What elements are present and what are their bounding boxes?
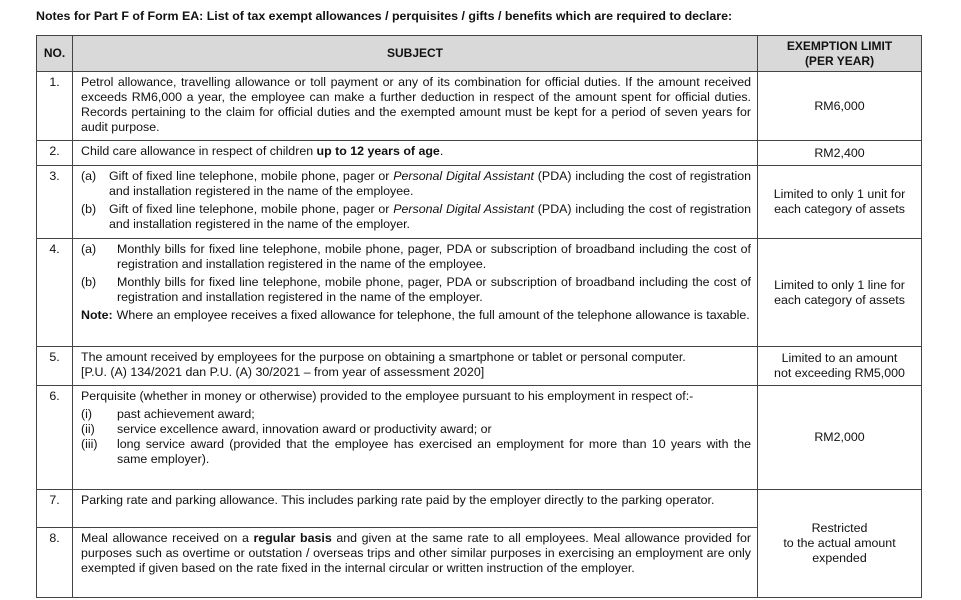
note-label: Note: xyxy=(81,308,113,322)
sub-item-text: service excellence award, innovation award or productivity award; or xyxy=(117,422,492,436)
table-row xyxy=(37,347,922,386)
table-row xyxy=(37,141,922,166)
sub-item-label: (b) xyxy=(81,275,97,289)
text-italic: Personal Digital Assistant xyxy=(393,169,534,183)
row-note xyxy=(81,308,751,323)
row-subject xyxy=(73,347,758,386)
sub-item-b xyxy=(81,275,751,305)
text-part: Gift of fixed line telephone, mobile phone, pager or xyxy=(109,202,394,216)
sub-item-label: (b) xyxy=(81,202,97,216)
header-no: NO. xyxy=(37,36,73,72)
sub-item-label: (i) xyxy=(81,407,93,421)
text-part: (PDA) including the cost of registration and installation registered in the name of the employee. xyxy=(109,169,752,198)
text-part: (PDA) including the cost of registration and installation registered in the name of the employer. xyxy=(109,202,752,231)
sub-item-a xyxy=(81,169,751,199)
text-italic: Personal Digital Assistant xyxy=(393,202,534,216)
row-subject xyxy=(73,386,758,490)
row-intro: Perquisite (whether in money or otherwise) provided to the employee pursuant to his employment in respect of:- xyxy=(81,389,694,403)
row-limit: RM2,000 xyxy=(758,386,922,490)
page-title: Notes for Part F of Form EA: List of tax exempt allowances / perquisites / gifts / benefits which are required to declare: xyxy=(36,9,733,23)
header-limit-line2: (PER YEAR) xyxy=(804,53,875,68)
sub-item-i xyxy=(81,407,751,422)
limit-line2: not exceeding RM5,000 xyxy=(774,366,905,380)
limit-line2: each category of assets xyxy=(774,202,905,216)
row-text-line2: [P.U. (A) 134/2021 dan P.U. (A) 30/2021 – from year of assessment 2020] xyxy=(81,365,485,379)
row-limit xyxy=(758,239,922,347)
sub-item-text: long service award (provided that the employee has exercised an employment for more than 10 years with the same employer). xyxy=(117,437,751,466)
table-row xyxy=(37,239,922,347)
row-limit-merged xyxy=(758,490,922,598)
row-number: 5. xyxy=(37,347,73,386)
row-number: 6. xyxy=(37,386,73,490)
row-text-line1: The amount received by employees for the purpose on obtaining a smartphone or tablet or personal computer. xyxy=(81,350,686,364)
limit-line2: each category of assets xyxy=(774,292,905,307)
row-limit xyxy=(758,347,922,386)
sub-item-label: (a) xyxy=(81,242,97,256)
row-subject xyxy=(73,239,758,347)
table-row xyxy=(37,72,922,141)
row-limit: RM2,400 xyxy=(758,141,922,166)
limit-line1: Limited to an amount xyxy=(781,351,898,365)
row-subject: Parking rate and parking allowance. This includes parking rate paid by the employer directly to the parking operator. xyxy=(73,490,758,528)
row-text-end: . xyxy=(439,144,444,158)
header-limit xyxy=(758,36,922,72)
header-subject: SUBJECT xyxy=(73,36,758,72)
row-text: Child care allowance in respect of children xyxy=(81,144,317,158)
sub-item-a xyxy=(81,242,751,272)
table-row xyxy=(37,490,922,528)
text-part: Gift of fixed line telephone, mobile phone, pager or xyxy=(109,169,394,183)
row-limit xyxy=(758,166,922,239)
limit-line2: to the actual amount xyxy=(783,536,896,550)
sub-item-text xyxy=(109,169,751,199)
row-number: 1. xyxy=(37,72,73,141)
row-subject xyxy=(73,528,758,598)
sub-item-ii xyxy=(81,422,751,437)
row-text-end: and given at the same rate to all employees. Meal allowance provided for purposes such as overtime or outstation / overseas trips and other similar purposes in exercising an employment are only exempted if given based on the rate fixed in the internal circular or written instruction of the employer. xyxy=(81,531,751,575)
row-text-bold: up to 12 years of age xyxy=(316,144,440,158)
note-text: Where an employee receives a fixed allowance for telephone, the full amount of the telephone allowance is taxable. xyxy=(116,308,750,322)
table-row xyxy=(37,166,922,239)
sub-item-label: (iii) xyxy=(81,437,98,451)
header-limit-line1: EXEMPTION LIMIT xyxy=(786,38,893,53)
row-number: 2. xyxy=(37,141,73,166)
row-text: Meal allowance received on a xyxy=(81,531,254,545)
row-subject xyxy=(73,141,758,166)
sub-item-label: (ii) xyxy=(81,422,95,436)
limit-line1: Limited to only 1 unit for xyxy=(773,187,906,201)
row-number: 7. xyxy=(37,490,73,528)
row-number: 4. xyxy=(37,239,73,347)
row-number: 8. xyxy=(37,528,73,598)
sub-item-text: Monthly bills for fixed line telephone, mobile phone, pager, PDA or subscription of broadband including the cost of registration and installation registered in the name of the employer. xyxy=(117,275,751,304)
limit-line1: Restricted xyxy=(811,521,868,535)
sub-item-text: past achievement award; xyxy=(117,407,255,421)
sub-item-b xyxy=(81,202,751,232)
limit-line1: Limited to only 1 line for xyxy=(774,277,905,292)
sub-item-text xyxy=(109,202,751,232)
row-subject: Petrol allowance, travelling allowance or toll payment or any of its combination for official duties. If the amount received exceeds RM6,000 a year, the employee can make a further deduction in respect of the amount spent for official duties. Records pertaining to the claim for official duties and the exempted amount must be kept for a period of seven years for audit purpose. xyxy=(73,72,758,141)
row-text-bold: regular basis xyxy=(253,531,332,545)
row-subject xyxy=(73,166,758,239)
row-number: 3. xyxy=(37,166,73,239)
sub-item-iii xyxy=(81,437,751,467)
row-limit: RM6,000 xyxy=(758,72,922,141)
table-row xyxy=(37,386,922,490)
sub-item-label: (a) xyxy=(81,169,97,183)
table-header-row xyxy=(37,36,922,72)
exempt-allowances-table xyxy=(36,35,922,598)
sub-item-text: Monthly bills for fixed line telephone, mobile phone, pager, PDA or subscription of broadband including the cost of registration and installation registered in the name of the employee. xyxy=(117,242,751,271)
limit-line3: expended xyxy=(812,551,867,565)
